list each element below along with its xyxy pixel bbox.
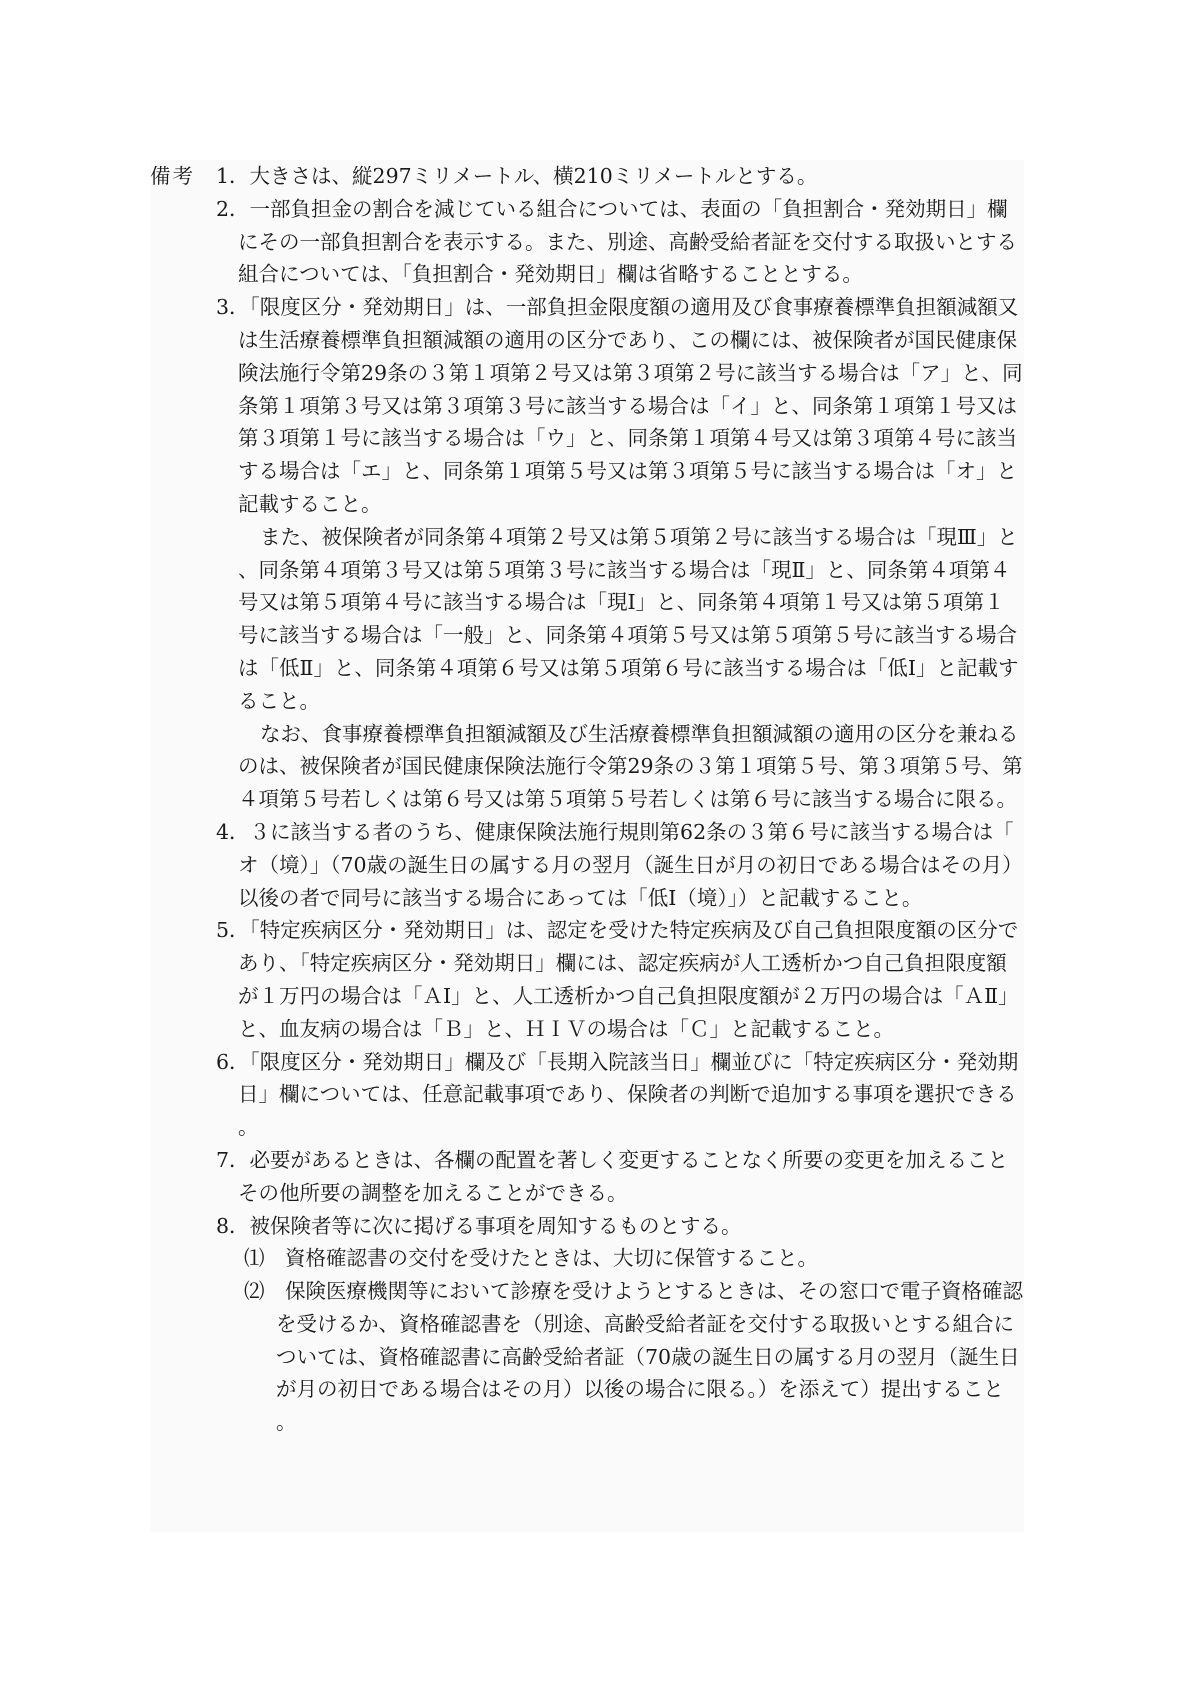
- item-text: また、被保険者が同条第４項第２号又は第５項第２号に該当する場合は「現Ⅲ」と、同条第４項第３号又は第５項第３号に該当する場合は「現Ⅱ」と、同条第４項第４号又は第５項第４号に該当する場合は「現Ⅰ」と、同条第４項第１号又は第５項第１号に該当する場合は「一般」と、同条第４項第５号又は第５項第５号に該当する場合は「低Ⅱ」と、同条第４項第６号又は第５項第６号に該当する場合は「低Ⅰ」と記載すること。: [238, 524, 1019, 713]
- item-text: ３に該当する者のうち、健康保険法施行規則第62条の３第６号に該当する場合は「オ（境）」（70歳の誕生日の属する月の翌月（誕生日が月の初日である場合はその月）以後の者で同号に該当する場合にあっては「低Ⅰ（境）」）と記載すること。: [238, 819, 1023, 910]
- item-text: 「限度区分・発効期日」欄及び「長期入院該当日」欄並びに「特定疾病区分・発効期日」欄については、任意記載事項であり、保険者の判断で追加する事項を選択できる。: [238, 1049, 1019, 1140]
- item-text: 必要があるときは、各欄の配置を著しく変更することなく所要の変更を加えることその他所要の調整を加えることができる。: [238, 1147, 1009, 1205]
- item-number: 5．: [216, 918, 250, 943]
- remark-item-2: [216, 193, 1024, 291]
- remark-item-6: [216, 1046, 1024, 1144]
- item-text: なお、食事療養標準負担額減額及び生活療養標準負担額減額の適用の区分を兼ねるのは、被保険者が国民健康保険法施行令第29条の３第１項第５号、第３項第５号、第４項第５号若しくは第６号又は第５項第５号若しくは第６号に該当する場合に限る。: [238, 721, 1023, 812]
- item-number: 3．: [216, 295, 250, 320]
- remark-item-8: [216, 1210, 1024, 1243]
- remarks-label: 備考: [150, 164, 195, 188]
- item-number: 6．: [216, 1049, 250, 1074]
- item-number: 7．: [216, 1147, 250, 1172]
- subitem-text: 資格確認書の交付を受けたときは、大切に保管すること。: [285, 1246, 818, 1271]
- remark-subitem-1: [216, 1242, 1024, 1275]
- item-number: 2．: [216, 196, 250, 221]
- remark-item-3: [216, 291, 1024, 521]
- item-number: 1．: [216, 164, 250, 188]
- remark-item-1: [216, 160, 1024, 193]
- remark-item-4: [216, 816, 1024, 914]
- remark-subitem-2: [216, 1275, 1024, 1439]
- remarks-body: [216, 160, 1024, 1439]
- item-number: 4．: [216, 819, 250, 844]
- item-text: 被保険者等に次に掲げる事項を周知するものとする。: [249, 1213, 742, 1238]
- remark-item-7: [216, 1144, 1024, 1210]
- item-text: 一部負担金の割合を減じている組合については、表面の「負担割合・発効期日」欄にその一部負担割合を表示する。また、別途、高齢受給者証を交付する取扱いとする組合については、「負担割合・発効期日」欄は省略することとする。: [238, 196, 1017, 287]
- subitem-number: ⑴: [244, 1246, 285, 1271]
- remark-item-3-paragraph-2: [216, 521, 1024, 718]
- subitem-text: 保険医療機関等において診療を受けようとするときは、その窓口で電子資格確認を受けるか、資格確認書を（別途、高齢受給者証を交付する取扱いとする組合については、資格確認書に高齢受給者証（70歳の誕生日の属する月の翌月（誕生日が月の初日である場合はその月）以後の場合に限る。）を添えて）提出すること。: [276, 1279, 1023, 1435]
- item-text: 大きさは、縦297ミリメートル、横210ミリメートルとする。: [249, 164, 818, 188]
- item-text: 「限度区分・発効期日」は、一部負担金限度額の適用及び食事療養標準負担額減額又は生活療養標準負担額減額の適用の区分であり、この欄には、被保険者が国民健康保険法施行令第29条の３第１項第２号又は第３項第２号に該当する場合は「ア」と、同条第１項第３号又は第３項第３号に該当する場合は「イ」と、同条第１項第１号又は第３項第１号に該当する場合は「ウ」と、同条第１項第４号又は第３項第４号に該当する場合は「エ」と、同条第１項第５号又は第３項第５号に該当する場合は「オ」と記載すること。: [238, 295, 1023, 516]
- subitem-number: ⑵: [244, 1279, 285, 1304]
- item-text: 「特定疾病区分・発効期日」は、認定を受けた特定疾病及び自己負担限度額の区分であり、「特定疾病区分・発効期日」欄には、認定疾病が人工透析かつ自己負担限度額が１万円の場合は「ＡⅠ」と、人工透析かつ自己負担限度額が２万円の場合は「ＡⅡ」と、血友病の場合は「Ｂ」と、ＨＩＶの場合は「Ｃ」と記載すること。: [238, 918, 1019, 1041]
- item-number: 8．: [216, 1213, 250, 1238]
- remark-item-3-paragraph-3: [216, 718, 1024, 816]
- remark-item-5: [216, 914, 1024, 1045]
